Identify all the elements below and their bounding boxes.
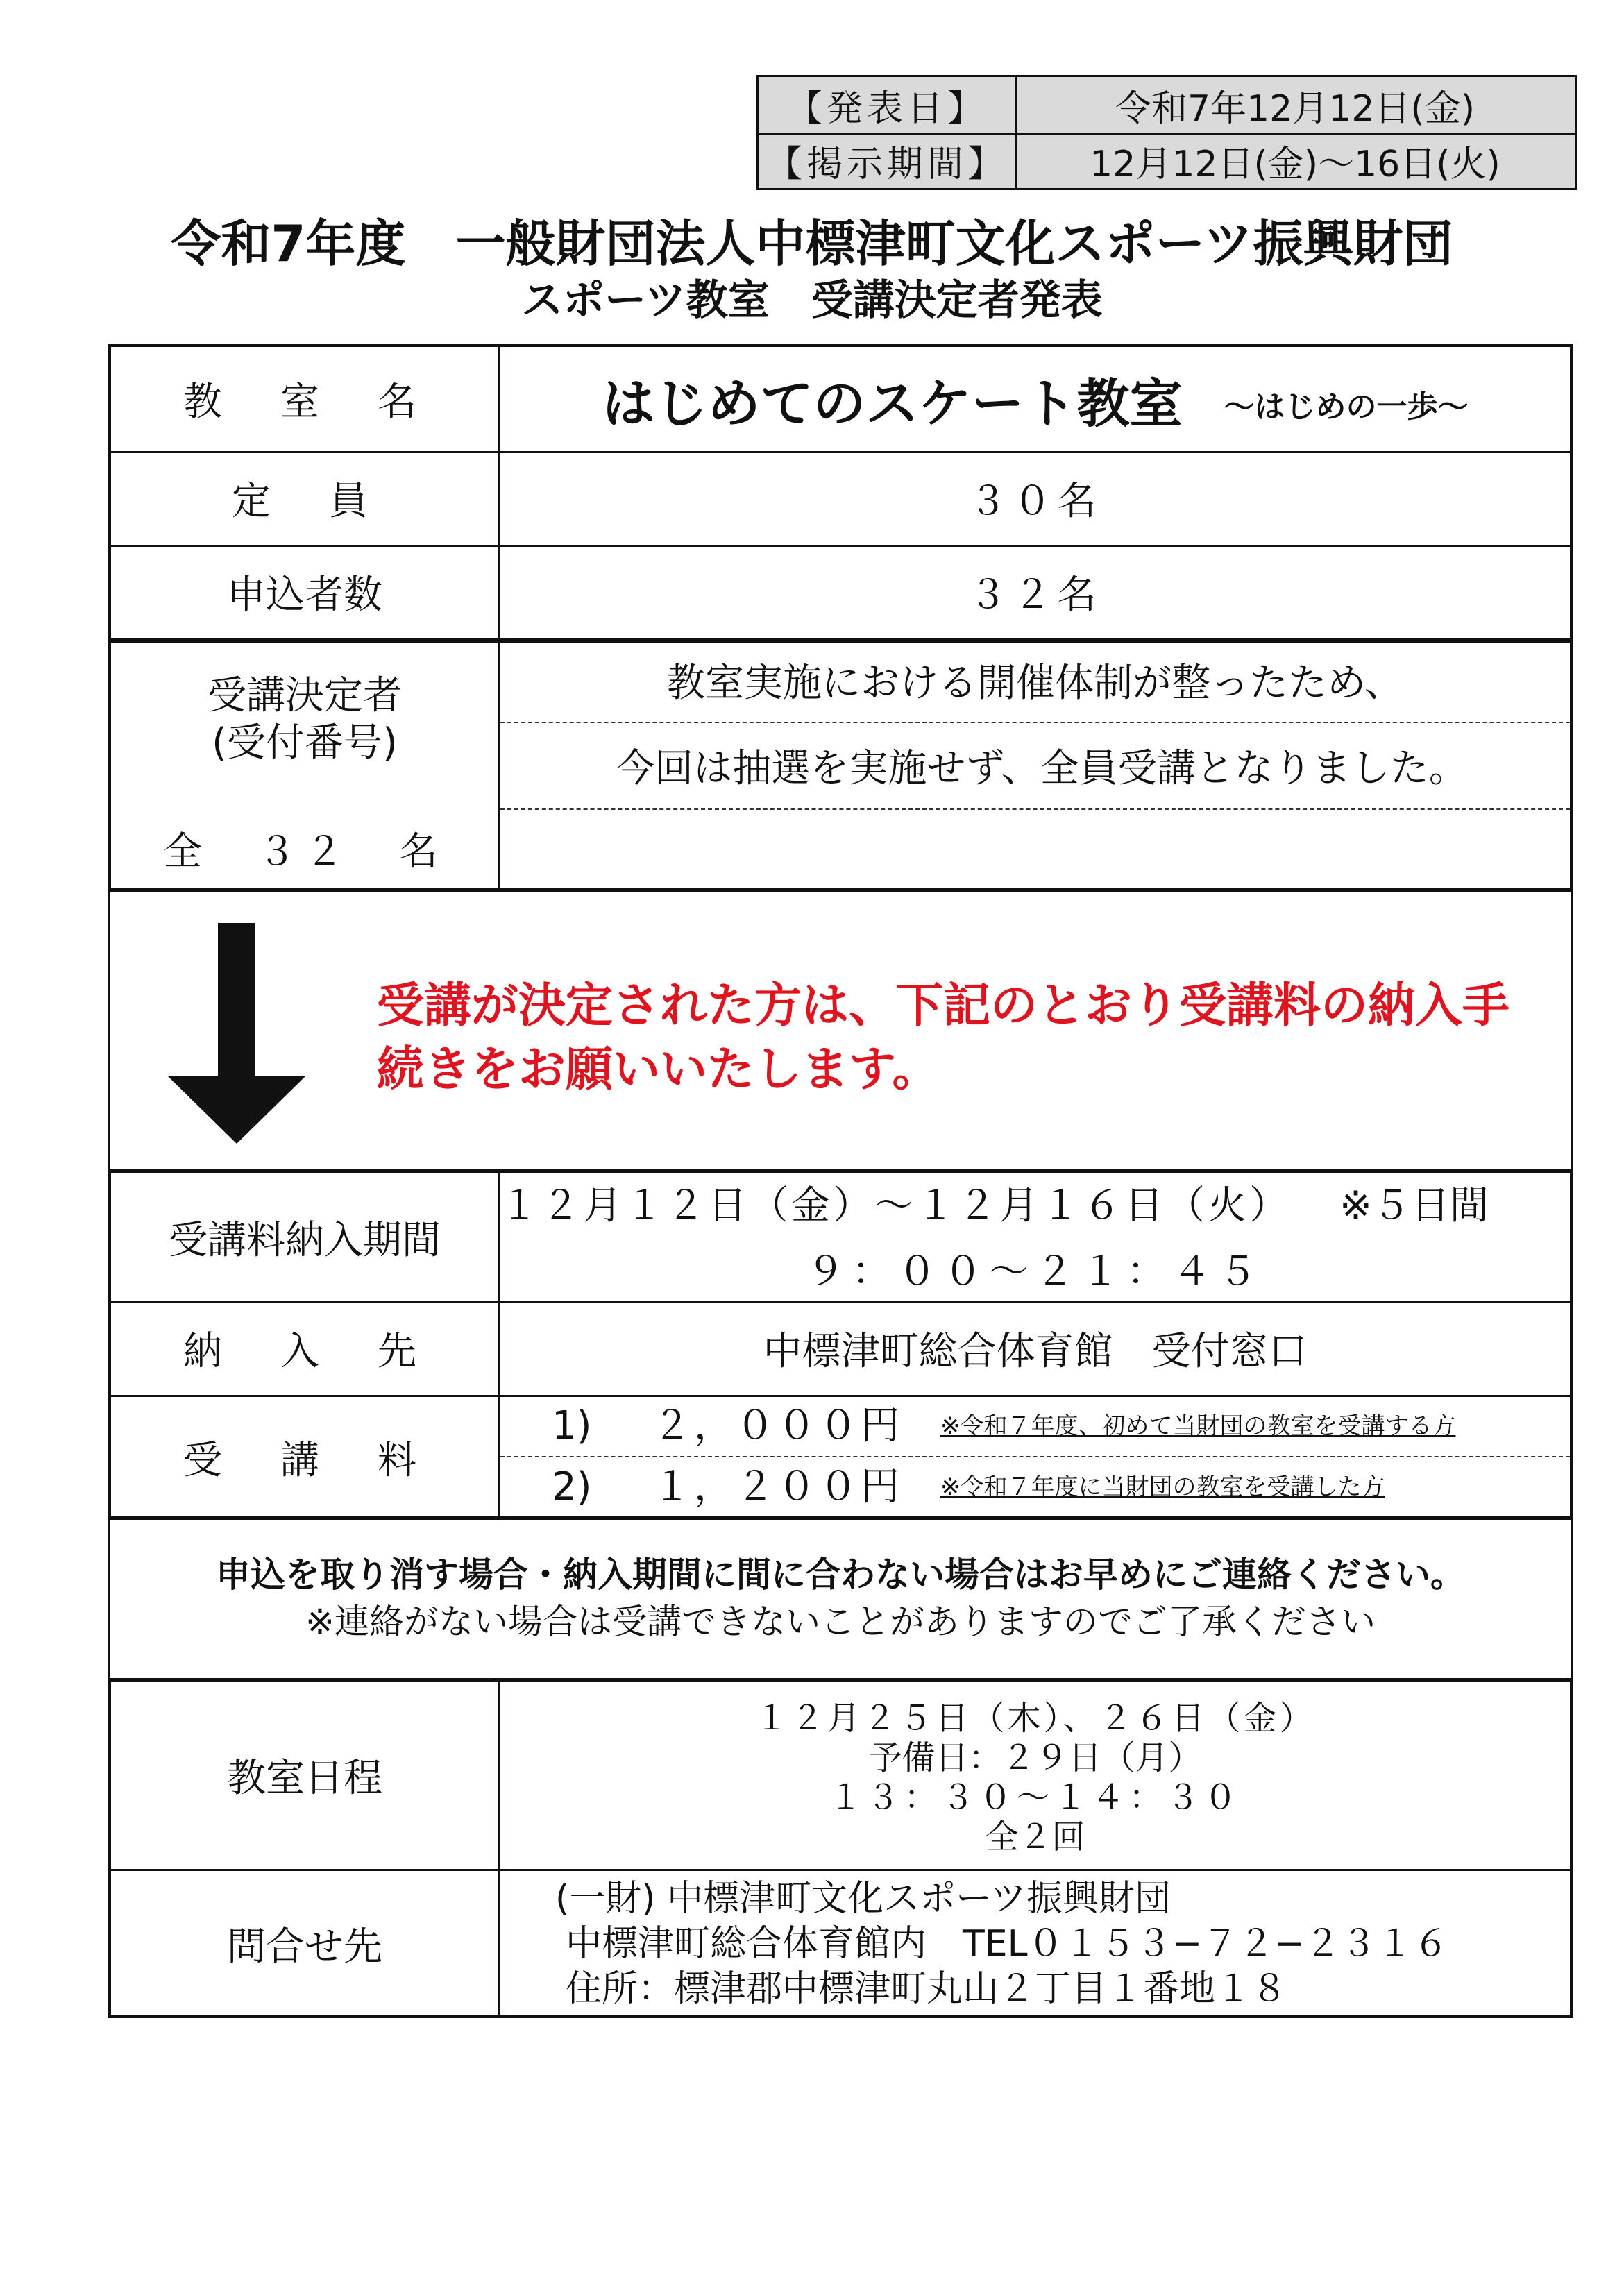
fee-info-table: [108, 1169, 1573, 1520]
payment-period-label: 受講料納入期間: [169, 1217, 441, 1263]
cancel-line-2: ※連絡がない場合は受講できないことがありますのでご了承ください: [305, 1602, 1376, 1642]
announcement-date-label: 【発表日】: [759, 77, 1017, 133]
announcement-date-value: 令和7年12月12日(金): [1115, 87, 1475, 130]
fee-1-amount: ２，０００円: [652, 1403, 902, 1448]
contact-line-3: 住所：標津郡中標津町丸山２丁目１番地１８: [566, 1968, 1288, 2010]
announcement-info-box: [756, 75, 1577, 190]
decided-label-cell: [111, 641, 498, 890]
schedule-line-4: 全２回: [985, 1817, 1085, 1856]
fee-label: 受 講 料: [183, 1438, 426, 1483]
payment-period-dates: １２月１２日（金）〜１２月１６日（火）: [500, 1183, 1291, 1228]
schedule-line-3: １３：３０〜１４：３０: [829, 1777, 1242, 1817]
class-name: はじめてのスケート教室: [602, 372, 1183, 434]
posting-period-label: 【掲示期間】: [759, 133, 1017, 188]
applicants-value: ３２名: [968, 572, 1102, 618]
fee-2-amount: １，２００円: [652, 1464, 902, 1509]
contact-line-1: (一財) 中標津町文化スポーツ振興財団: [555, 1878, 1172, 1920]
announcement-date-row: [759, 77, 1575, 135]
payment-place-label: 納 入 先: [183, 1328, 426, 1374]
decided-total: 全 ３２ 名: [163, 829, 446, 874]
cancel-section: [108, 1520, 1573, 1679]
decided-label-line1: 受講決定者: [208, 673, 402, 718]
payment-period-days: ※５日間: [1339, 1183, 1489, 1228]
payment-period-hours: ９：００〜２１：４５: [806, 1248, 1264, 1294]
capacity-value: ３０名: [968, 478, 1102, 524]
class-name-label: 教 室 名: [183, 380, 426, 425]
notice-section: [108, 892, 1573, 1169]
decided-label-line2: (受付番号): [212, 720, 398, 765]
schedule-line-1: １２月２５日（木）、２６日（金）: [754, 1698, 1316, 1738]
contact-line-2: 中標津町総合体育館内 TEL０１５３−７２−２３１６: [566, 1923, 1449, 1965]
schedule-label: 教室日程: [227, 1756, 382, 1801]
arrow-down-icon: [164, 923, 310, 1145]
posting-period-value: 12月12日(金)〜16日(火): [1090, 143, 1500, 185]
schedule-line-2: 予備日：２９日（月）: [868, 1738, 1202, 1777]
cancel-line-1: 申込を取り消す場合・納入期間に間に合わない場合はお早めにご連絡ください。: [216, 1555, 1465, 1595]
document-subtitle: スポーツ教室 受講決定者発表: [521, 276, 1103, 325]
fee-1-note: ※令和７年度、初めて当財団の教室を受講する方: [940, 1412, 1456, 1440]
notice-line-2: 続きをお願いいたします。: [377, 1042, 940, 1097]
schedule-contact-table: [108, 1678, 1573, 2018]
notice-line-1: 受講が決定された方は、下記のとおり受講料の納入手: [377, 979, 1510, 1033]
decided-message-2: 今回は抽選を実施せず、全員受講となりました。: [616, 746, 1468, 791]
class-name-cell: [500, 347, 1570, 451]
fee-1-number: 1): [552, 1403, 592, 1448]
fee-2-number: 2): [552, 1464, 592, 1509]
capacity-label: 定 員: [232, 478, 378, 524]
contact-label: 問合せ先: [227, 1924, 382, 1970]
applicants-label: 申込者数: [227, 572, 382, 618]
document-title: 令和7年度 一般財団法人中標津町文化スポーツ振興財団: [171, 214, 1453, 273]
payment-place-value: 中標津町総合体育館 受付窓口: [763, 1328, 1308, 1374]
fee-2-note: ※令和７年度に当財団の教室を受講した方: [940, 1473, 1385, 1501]
class-subtitle: 〜はじめの一歩〜: [1224, 389, 1469, 425]
decided-message-1: 教室実施における開催体制が整ったため、: [666, 661, 1403, 706]
posting-period-row: [759, 133, 1575, 188]
class-info-table: [108, 344, 1573, 892]
